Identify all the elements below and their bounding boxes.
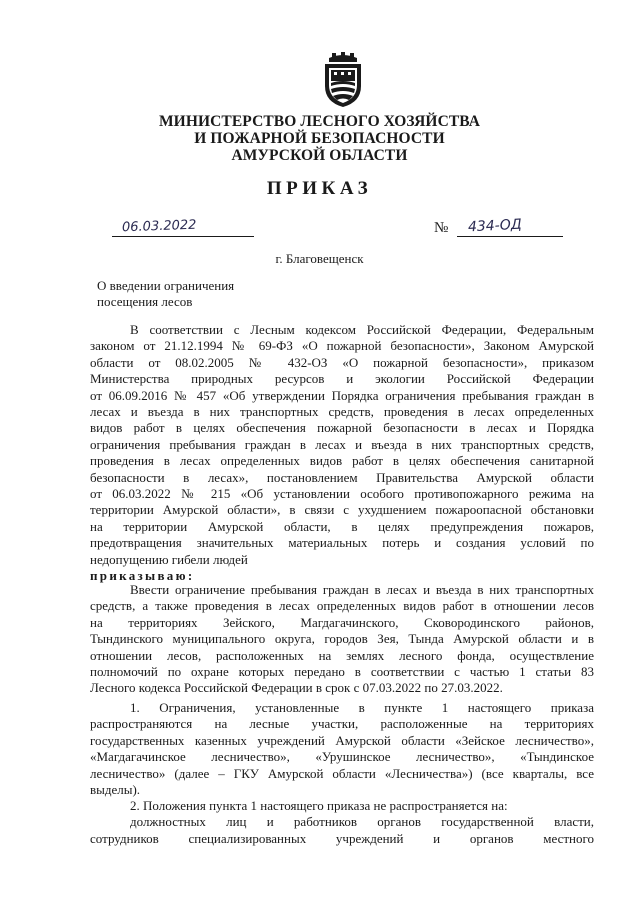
preamble-line: В соответствии с Лесным кодексом Российской Федерации, Федеральным (130, 322, 594, 337)
number-sign: № (434, 220, 449, 236)
main-line: средств, а также проведения в лесах определенных видов работ в отношении лесов (90, 598, 594, 614)
date-underline (112, 236, 254, 237)
subject-line: посещения лесов (97, 294, 193, 309)
item-1-line: государственных казенных учреждений Амурской области «Зейское лесничество», (90, 732, 594, 748)
number-underline (457, 236, 563, 237)
preamble-line: от 06.09.2016 № 457 «Об утверждении Порядка ограничения пребывания граждан в (90, 387, 594, 403)
preamble-line: ограничения пребывания граждан в лесах и въезда в них транспортных средств, (90, 436, 594, 452)
item-1-line: 1. Ограничения, установленные в пункте 1 настоящего приказа (130, 700, 594, 715)
preamble-line: области от 08.02.2005 № 432-ОЗ «О пожарной безопасности», приказом (90, 354, 594, 370)
ministry-name-line-2: И ПОЖАРНОЙ БЕЗОПАСНОСТИ (194, 130, 445, 147)
main-line: Ввести ограничение пребывания граждан в лесах и въезда в них транспортных (130, 582, 594, 597)
preamble-line: предотвращения значительных материальных потерь и создания условий по (90, 535, 594, 551)
preamble (90, 322, 594, 585)
ministry-name-line-1: МИНИСТЕРСТВО ЛЕСНОГО ХОЗЯЙСТВА (158, 113, 481, 130)
item-2-line: сотрудников специализированных учреждений и органов местного (90, 830, 594, 846)
order-directive-word: приказываю: (90, 568, 195, 584)
preamble-line: лесах и въезда в них транспортных средств, проведения в лесах определенных (90, 404, 594, 420)
item-1-line: лесничество» (далее – ГКУ Амурской области «Лесничества») (все кварталы, все (90, 765, 594, 781)
item-1-line: распространяются на лесные участки, расположенные на территориях (90, 716, 594, 732)
item-2-line: 2. Положения пункта 1 настоящего приказа не распространяется на: (130, 798, 508, 813)
main-order-paragraph (90, 582, 594, 697)
item-1-line: выделы). (90, 782, 141, 798)
coat-of-arms-icon (321, 52, 365, 108)
document-type-title: ПРИКАЗ (266, 178, 373, 199)
main-line: Тындинского муниципального округа, городов Зея, Тында Амурской области и в (90, 631, 594, 647)
preamble-line: на территории Амурской области, в целях предупреждения пожаров, (90, 518, 594, 534)
subject-line: О введении ограничения (97, 278, 235, 293)
main-line: полномочий по охране которых передано в соответствии с частью 1 статьи 83 (90, 664, 594, 680)
preamble-line: законом от 21.12.1994 № 69-ФЗ «О пожарной безопасности», Законом Амурской (90, 338, 594, 354)
city-name: г. Благовещенск (275, 251, 364, 266)
main-line: на территориях Зейского, Магдагачинского, Сковородинского районов, (90, 614, 594, 630)
item-2-paragraph (90, 798, 594, 847)
ministry-name-line-3: АМУРСКОЙ ОБЛАСТИ (231, 147, 408, 164)
preamble-line: территории Амурской области», в связи с ухудшением пожароопасной обстановки (90, 502, 594, 518)
preamble-line: Министерства природных ресурсов и экологии Российской Федерации (90, 371, 594, 387)
item-1-line: «Магдагачинское лесничество», «Урушинское лесничество», «Тындинское (90, 749, 594, 765)
handwritten-order-number: 434-ОД (467, 216, 523, 236)
main-line: отношении лесов, расположенных на землях лесного фонда, осуществление (90, 647, 594, 663)
handwritten-date: 06.03.2022 (121, 217, 197, 236)
preamble-line: от 06.03.2022 № 215 «Об установлении особого противопожарного режима на (90, 486, 594, 502)
preamble-line: недопущению гибели людей (90, 551, 248, 567)
preamble-line: безопасности в лесах», постановлением Правительства Амурской области (90, 469, 594, 485)
item-2-line: должностных лиц и работников органов государственной власти, (130, 814, 594, 830)
preamble-line: видов работ в целях обеспечения пожарной безопасности в лесах и Порядка (90, 420, 594, 436)
order-subject (97, 278, 317, 310)
main-line: Лесного кодекса Российской Федерации в срок с 07.03.2022 по 27.03.2022. (90, 680, 503, 696)
item-1-paragraph (90, 700, 594, 798)
preamble-line: проведения в лесах определенных видов работ в целях обеспечения санитарной (90, 453, 594, 469)
